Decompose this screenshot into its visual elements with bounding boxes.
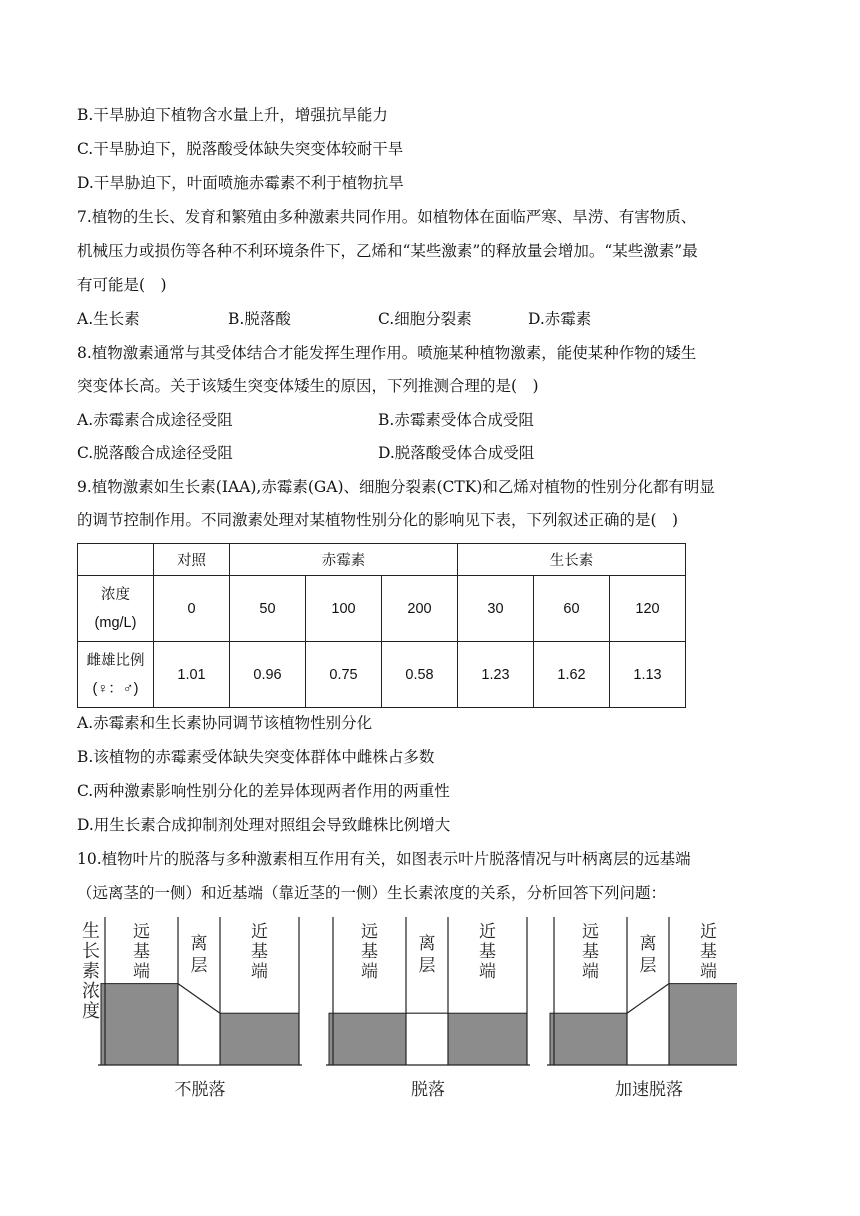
separation-layer-label-char: 离 <box>639 934 657 954</box>
figure-ylabel-char: 生 <box>82 921 100 942</box>
q6-option-b: B.干旱胁迫下植物含水量上升，增强抗旱能力 <box>77 106 388 124</box>
figure-ylabel-char: 长 <box>82 941 100 962</box>
q8-option-a: A.赤霉素合成途径受阻 <box>77 411 233 429</box>
table-header-ga: 赤霉素 <box>230 544 458 576</box>
table-cell: 50 <box>230 576 306 642</box>
separation-layer-label-char: 层 <box>190 956 208 976</box>
far-end-label-char: 基 <box>582 942 599 962</box>
table-header-control: 对照 <box>154 544 230 576</box>
table-cell: 200 <box>382 576 458 642</box>
hormone-table <box>77 543 686 708</box>
table-corner-cell <box>78 544 154 576</box>
table-cell: 1.62 <box>534 642 610 708</box>
separation-layer-label-char: 离 <box>190 934 208 954</box>
table-row-ratio <box>78 642 686 708</box>
near-end-label-char: 端 <box>251 962 268 982</box>
q6-option-d: D.干旱胁迫下，叶面喷施赤霉素不利于植物抗旱 <box>77 174 404 192</box>
table-row-label: 雌雄比例 (♀：♂) <box>78 642 154 708</box>
figure-ylabel-char: 度 <box>82 1001 100 1022</box>
q9-option-a: A.赤霉素和生长素协同调节该植物性别分化 <box>77 714 373 732</box>
table-cell: 0.75 <box>306 642 382 708</box>
panel-caption: 脱落 <box>411 1080 445 1100</box>
abscission-diagram <box>77 915 737 1105</box>
q8-option-b: B.赤霉素受体合成受阻 <box>378 411 534 429</box>
q10-stem-line2: （远离茎的一侧）和近基端（靠近茎的一侧）生长素浓度的关系，分析回答下列问题： <box>77 884 667 902</box>
table-row-label: 浓度 (mg/L) <box>78 576 154 642</box>
q7-option-d: D.赤霉素 <box>528 310 592 328</box>
q7-stem-line1: 7.植物的生长、发育和繁殖由多种激素共同作用。如植物体在面临严寒、旱涝、有害物质、 <box>77 208 697 226</box>
near-end-label-char: 近 <box>479 922 496 942</box>
q9-stem-line1: 9.植物激素如生长素(IAA),赤霉素(GA)、细胞分裂素(CTK)和乙烯对植物的性别分化都有明显 <box>77 478 715 496</box>
table-cell: 0 <box>154 576 230 642</box>
far-end-label-char: 端 <box>582 962 599 982</box>
table-header-iaa: 生长素 <box>458 544 686 576</box>
table-cell: 60 <box>534 576 610 642</box>
table-cell: 100 <box>306 576 382 642</box>
table-cell: 1.23 <box>458 642 534 708</box>
q8-stem-line1: 8.植物激素通常与其受体结合才能发挥生理作用。喷施某种植物激素，能使某种作物的矮生 <box>77 344 697 362</box>
far-end-concentration-bar <box>329 1013 406 1065</box>
separation-layer-label-char: 层 <box>418 956 436 976</box>
near-end-label-char: 端 <box>700 962 717 982</box>
table-cell: 1.01 <box>154 642 230 708</box>
q9-stem-line2: 的调节控制作用。不同激素处理对某植物性别分化的影响见下表，下列叙述正确的是( ) <box>77 511 679 529</box>
near-end-concentration-bar <box>448 1013 527 1065</box>
figure-ylabel-char: 素 <box>82 961 100 982</box>
near-end-label-char: 基 <box>251 942 268 962</box>
separation-layer-slope <box>178 984 220 1014</box>
near-end-label-char: 近 <box>700 922 717 942</box>
table-cell: 30 <box>458 576 534 642</box>
separation-layer-label-char: 离 <box>418 934 436 954</box>
panel-caption: 不脱落 <box>174 1080 226 1100</box>
near-end-label-char: 基 <box>700 942 717 962</box>
near-end-label-char: 近 <box>251 922 268 942</box>
q9-option-d: D.用生长素合成抑制剂处理对照组会导致雌株比例增大 <box>77 816 451 834</box>
near-end-label-char: 端 <box>479 962 496 982</box>
far-end-label-char: 端 <box>361 962 378 982</box>
table-header-row <box>78 544 686 576</box>
abscission-figure <box>77 915 737 1105</box>
q7-option-b: B.脱落酸 <box>228 310 291 328</box>
q7-option-c: C.细胞分裂素 <box>378 310 472 328</box>
q7-option-a: A.生长素 <box>77 310 140 328</box>
q10-stem-line1: 10.植物叶片的脱落与多种激素相互作用有关，如图表示叶片脱落情况与叶柄离层的远基端 <box>77 850 691 868</box>
q6-option-c: C.干旱胁迫下，脱落酸受体缺失突变体较耐干旱 <box>77 140 404 158</box>
panel-caption: 加速脱落 <box>615 1080 683 1100</box>
table-cell: 120 <box>610 576 686 642</box>
separation-layer-label-char: 层 <box>639 956 657 976</box>
far-end-concentration-bar <box>550 1013 627 1065</box>
table-row-concentration <box>78 576 686 642</box>
q8-option-c: C.脱落酸合成途径受阻 <box>77 444 233 462</box>
near-end-concentration-bar <box>220 1013 299 1065</box>
near-end-label-char: 基 <box>479 942 496 962</box>
far-end-label-char: 远 <box>133 922 150 942</box>
far-end-label-char: 基 <box>133 942 150 962</box>
near-end-concentration-bar <box>669 984 737 1065</box>
far-end-label-char: 端 <box>133 962 150 982</box>
q9-option-c: C.两种激素影响性别分化的差异体现两者作用的两重性 <box>77 782 450 800</box>
q7-stem-line3: 有可能是( ) <box>77 276 167 294</box>
far-end-label-char: 远 <box>582 922 599 942</box>
table-cell: 1.13 <box>610 642 686 708</box>
far-end-label-char: 基 <box>361 942 378 962</box>
far-end-label-char: 远 <box>361 922 378 942</box>
table-cell: 0.96 <box>230 642 306 708</box>
q8-option-d: D.脱落酸受体合成受阻 <box>378 444 535 462</box>
figure-ylabel-char: 浓 <box>82 981 100 1002</box>
table-cell: 0.58 <box>382 642 458 708</box>
far-end-concentration-bar <box>101 984 178 1065</box>
q7-stem-line2: 机械压力或损伤等各种不利环境条件下，乙烯和“某些激素”的释放量会增加。“某些激素”最 <box>77 242 698 260</box>
separation-layer-slope <box>627 984 669 1014</box>
q9-option-b: B.该植物的赤霉素受体缺失突变体群体中雌株占多数 <box>77 748 435 766</box>
q8-stem-line2: 突变体长高。关于该矮生突变体矮生的原因，下列推测合理的是( ) <box>77 377 539 395</box>
